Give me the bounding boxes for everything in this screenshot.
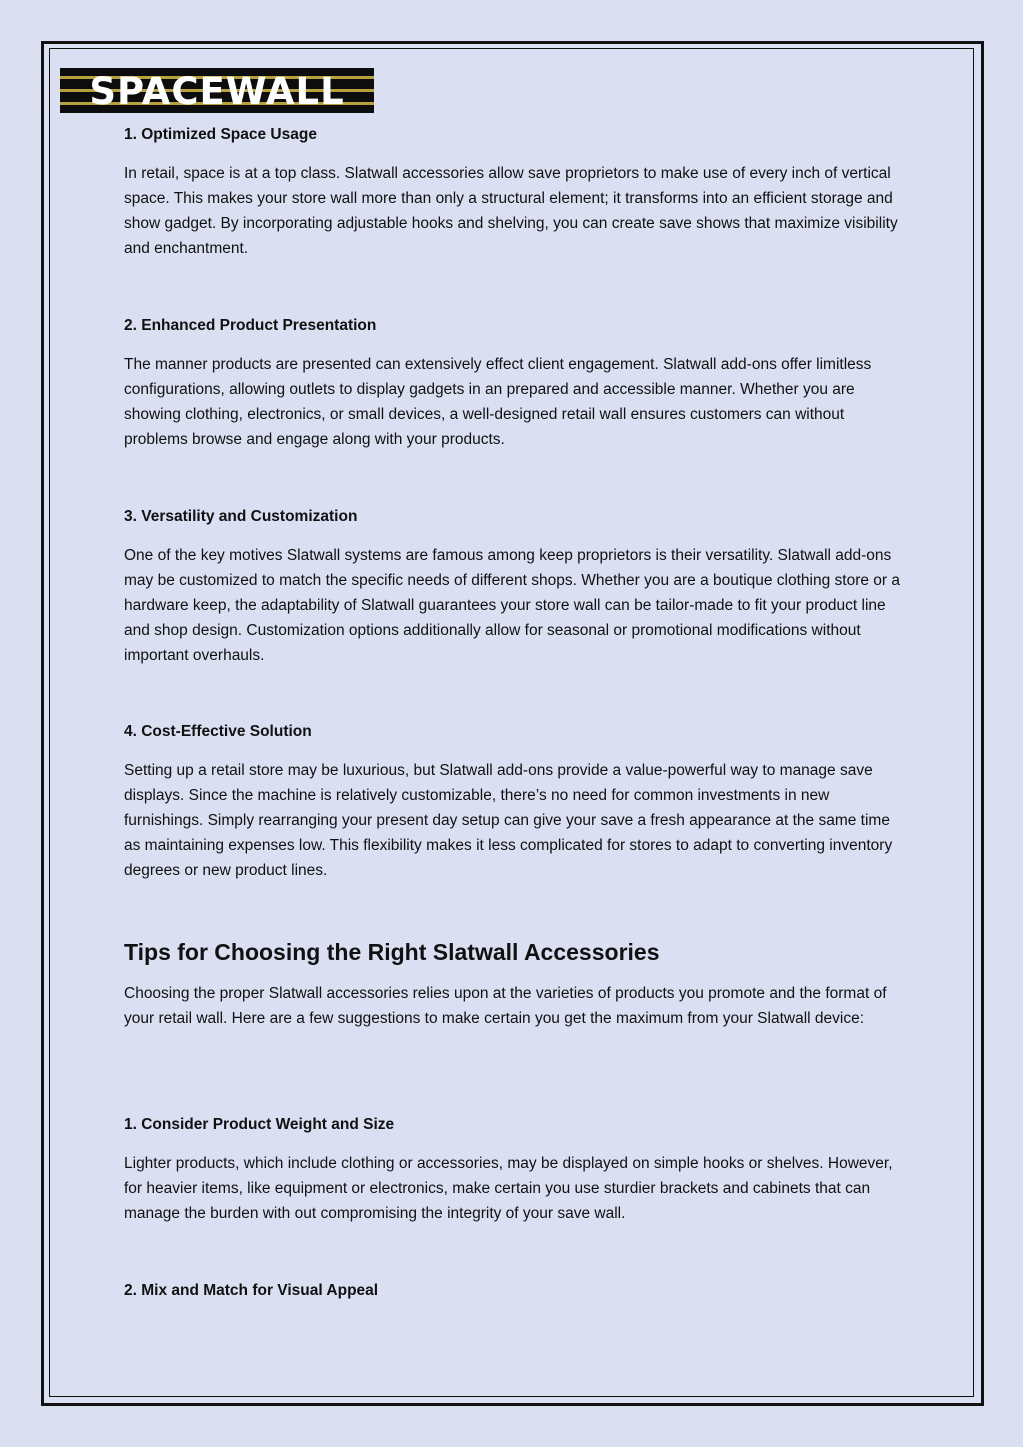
section-cost-effective (124, 721, 904, 883)
tip-heading: 2. Mix and Match for Visual Appeal (124, 1282, 379, 1299)
tip-mix-and-match (124, 1280, 904, 1302)
section-heading: 2. Enhanced Product Presentation (124, 317, 377, 334)
spacewall-logo (60, 68, 374, 113)
tips-section (124, 937, 904, 1031)
section-heading: 4. Cost-Effective Solution (124, 723, 312, 740)
tip-product-weight (124, 1114, 904, 1226)
section-body: In retail, space is at a top class. Slatwall accessories allow save proprietors to make use of every inch of vertical space. This makes your store wall more than only a structural element; it transforms into an efficient storage and show gadget. By incorporating adjustable hooks and shelving, you can create save shows that maximize visibility and enchantment. (124, 165, 898, 257)
tip-heading: 1. Consider Product Weight and Size (124, 1116, 395, 1133)
tips-intro: Choosing the proper Slatwall accessories relies upon at the varieties of products you promote and the format of your retail wall. Here are a few suggestions to make certain you get the maximum from your Slatwall device: (124, 985, 887, 1027)
tip-body: Lighter products, which include clothing or accessories, may be displayed on simple hooks or shelves. However, for heavier items, like equipment or electronics, make certain you use sturdier brackets and cabinets that can manage the burden with out compromising the integrity of your save wall. (124, 1155, 893, 1222)
logo-text: SPACEWALL (89, 70, 345, 113)
section-product-presentation (124, 315, 904, 452)
section-heading: 3. Versatility and Customization (124, 508, 358, 525)
section-versatility (124, 506, 904, 668)
section-body: One of the key motives Slatwall systems are famous among keep proprietors is their versatility. Slatwall add-ons may be customized to match the specific needs of different shops. Whether you are a boutique clothing store or a hardware keep, the adaptability of Slatwall guarantees your store wall can be tailor-made to fit your product line and shop design. Customization options additionally allow for seasonal or promotional modifications without important overhauls. (124, 547, 901, 664)
section-heading: 1. Optimized Space Usage (124, 126, 317, 143)
tips-title: Tips for Choosing the Right Slatwall Accessories (124, 939, 660, 965)
section-optimized-space (124, 124, 904, 261)
section-body: Setting up a retail store may be luxurious, but Slatwall add-ons provide a value-powerful way to manage save displays. Since the machine is relatively customizable, there’s no need for common investments in new furnishings. Simply rearranging your present day setup can give your save a fresh appearance at the same time as maintaining expenses low. This flexibility makes it less complicated for stores to adapt to converting inventory degrees or new product lines. (124, 762, 893, 879)
section-body: The manner products are presented can extensively effect client engagement. Slatwall add-ons offer limitless configurations, allowing outlets to display gadgets in an prepared and accessible manner. Whether you are showing clothing, electronics, or small devices, a well-designed retail wall ensures customers can without problems browse and engage along with your products. (124, 356, 872, 448)
